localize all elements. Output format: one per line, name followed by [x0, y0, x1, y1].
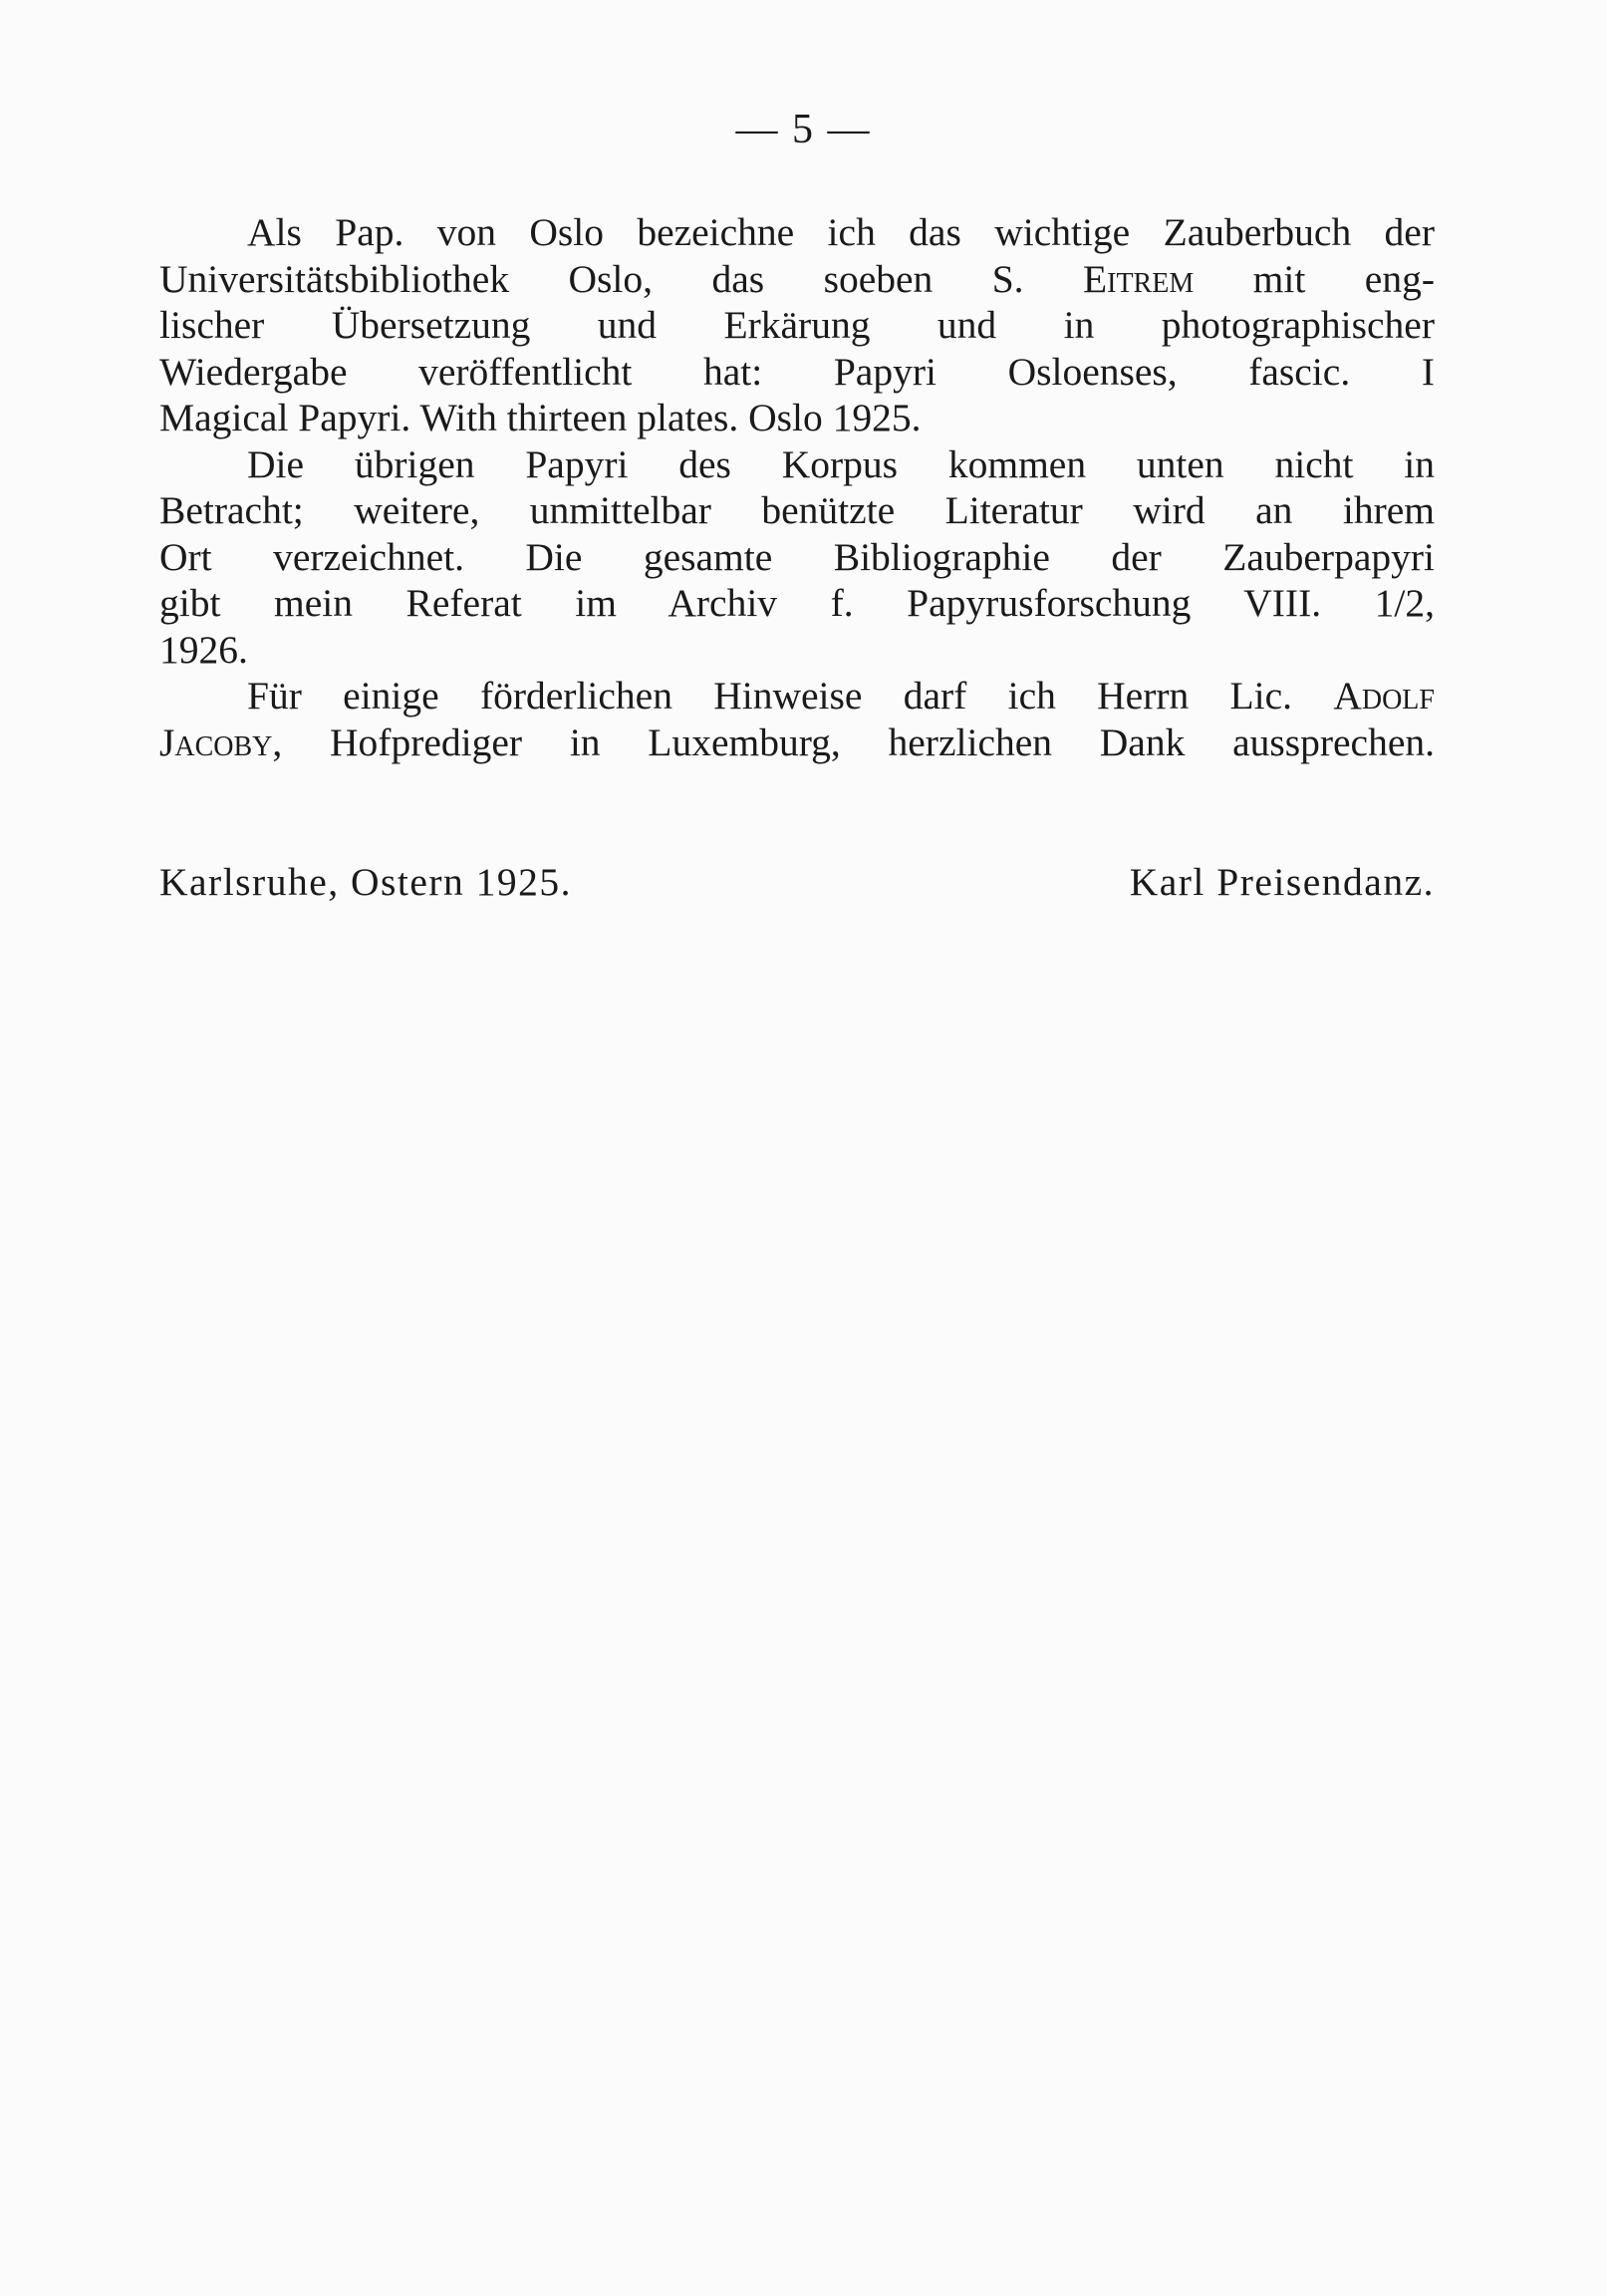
paragraph-acknowledgement	[159, 673, 1435, 765]
text-line	[159, 256, 1435, 303]
text-line: 1926.	[159, 627, 248, 672]
text-line: lischer Übersetzung und Erkärung und in photographischer	[159, 303, 1435, 347]
author-signature: Karl Preisendanz.	[1129, 860, 1435, 904]
text-line	[159, 719, 1435, 766]
text-line: Als Pap. von Oslo bezeichne ich das wichtige Zauberbuch der	[247, 210, 1435, 254]
text-line: Wiedergabe veröffentlicht hat: Papyri Osloenses, fascic. I	[159, 349, 1435, 394]
text-line: gibt mein Referat im Archiv f. Papyrusforschung VIII. 1/2,	[159, 581, 1435, 625]
text-segment: , Hofprediger in Luxemburg, herzlichen Dank aussprechen.	[272, 719, 1435, 764]
text-line: Magical Papyri. With thirteen plates. Oslo 1925.	[159, 396, 922, 439]
text-line: Betracht; weitere, unmittelbar benützte Literatur wird an ihrem	[159, 488, 1435, 532]
paragraph-literature	[159, 441, 1435, 674]
page-number: — 5 —	[735, 107, 872, 152]
person-name-adolf: Adolf	[1333, 674, 1435, 718]
author-name-eitrem: Eitrem	[1083, 256, 1195, 301]
place-date: Karlsruhe, Ostern 1925.	[159, 860, 573, 904]
person-name-jacoby: Jacoby	[159, 719, 273, 764]
text-segment: mit eng-	[1194, 256, 1435, 301]
text-segment: Für einige förderlichen Hinweise darf ich Herrn Lic.	[247, 674, 1334, 718]
paragraph-oslo-papyrus	[159, 209, 1435, 441]
body-text	[159, 209, 1435, 765]
text-line	[159, 673, 1435, 719]
text-line: Ort verzeichnet. Die gesamte Bibliographie der Zauberpapyri	[159, 534, 1435, 579]
text-segment: Universitätsbibliothek Oslo, das soeben S.	[159, 256, 1083, 301]
text-line: Die übrigen Papyri des Korpus kommen unten nicht in	[247, 441, 1435, 486]
signature-row	[159, 859, 1435, 905]
